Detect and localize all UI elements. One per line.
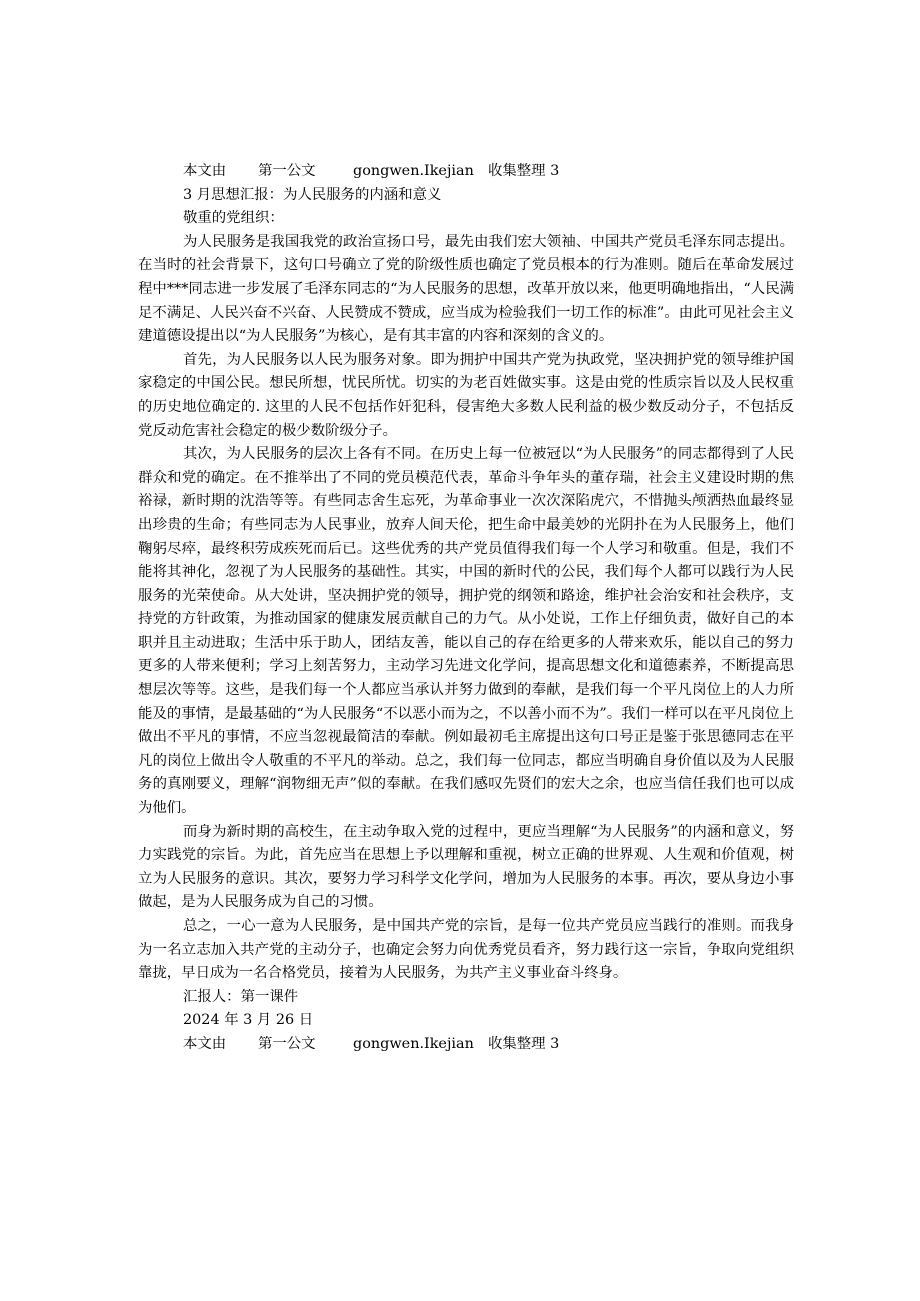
source-site: 第一公文: [258, 1035, 316, 1052]
body-paragraph-4: 而身为新时期的高校生，在主动争取入党的过程中，更应当理解“为人民服务”的内涵和意义，努力实践党的宗旨。为此，首先应当在思想上予以理解和重视，树立正确的世界观、人生观和价值观，树立为人民服务的意识。其次，要努力学习科学文化学问，增加为人民服务的本事。再次，要从身边小事做起，是为人民服务成为自己的习惯。: [138, 823, 794, 911]
body-paragraph-5: 总之，一心一意为人民服务，是中国共产党的宗旨，是每一位共产党员应当践行的准则。而我身为一名立志加入共产党的主动分子，也确定会努力向优秀党员看齐，努力践行这一宗旨，争取向党组织靠拢，早日成为一名合格党员，接着为人民服务，为共产主义事业奋斗终身。: [138, 918, 794, 982]
source-domain: gongwen.Ikejian: [353, 1035, 474, 1052]
body-paragraph-2: 首先，为人民服务以人民为服务对象。即为拥护中国共产党为执政党，坚决拥护党的领导维护国家稳定的中国公民。想民所想，忧民所忧。切实的为老百姓做实事。这是由党的性质宗旨以及人民权重的历史地位确定的. 这里的人民不包括作奸犯科，侵害绝大多数人民利益的极少数反动分子，不包括反党反动危害社会稳定的极少数阶级分子。: [138, 351, 794, 439]
document-page: [138, 160, 794, 1057]
body-paragraph-1: 为人民服务是我国我党的政治宣扬口号，最先由我们宏大领袖、中国共产党员毛泽东同志提出。在当时的社会背景下，这句口号确立了党的阶级性质也确定了党员根本的行为准则。随后在革命发展过程中***同志进一步发展了毛泽东同志的“为人民服务的思想，改革开放以来，他更明确地指出，“人民满足不满足、人民兴奋不兴奋、人民赞成不赞成，应当成为检验我们一切工作的标准”。由此可见社会主义建道德设提出以“为人民服务”为核心，是有其丰富的内容和深刻的含义的。: [138, 233, 794, 345]
source-site: 第一公文: [258, 163, 316, 179]
source-suffix: 收集整理 3: [488, 1035, 560, 1052]
source-suffix: 收集整理 3: [488, 163, 560, 179]
source-footer: [138, 1033, 794, 1057]
report-date: 2024 年 3 月 26 日: [183, 1012, 314, 1029]
source-prefix: 本文由: [183, 1035, 227, 1052]
source-header: [138, 160, 794, 184]
source-prefix: 本文由: [183, 163, 227, 179]
document-title: 3 月思想汇报：为人民服务的内涵和意义: [183, 186, 442, 203]
signature: 汇报人：第一课件: [183, 988, 299, 1005]
body-paragraph-3: 其次，为人民服务的层次上各有不同。在历史上每一位被冠以“为人民服务”的同志都得到了人民群众和党的确定。在不推举出了不同的党员模范代表，革命斗争年头的董存瑞，社会主义建设时期的焦裕禄，新时期的沈浩等等。有些同志舍生忘死，为革命事业一次次深陷虎穴，不惜抛头颅洒热血最终显出珍贵的生命；有些同志为人民事业，放弃人间天伦，把生命中最美妙的光阴扑在为人民服务上，他们鞠躬尽瘁，最终积劳成疾死而后已。这些优秀的共产党员值得我们每一个人学习和敬重。但是，我们不能将其神化，忽视了为人民服务的基础性。其实，中国的新时代的公民，我们每个人都可以践行为人民服务的光荣使命。从大处讲，坚决拥护党的领导，拥护党的纲领和路途，维护社会治安和社会秩序，支持党的方针政策，为推动国家的健康发展贡献自己的力气。从小处说，工作上仔细负责，做好自己的本职并且主动进取；生活中乐于助人，团结友善，能以自己的存在给更多的人带来欢乐，能以自己的努力更多的人带来便利；学习上刻苦努力，主动学习先进文化学问，提高思想文化和道德素养，不断提高思想层次等等。这些，是我们每一个人都应当承认并努力做到的奉献，是我们每一个平凡岗位上的人力所能及的事情，是最基础的“为人民服务“不以恶小而为之，不以善小而不为”。我们一样可以在平凡岗位上做出不平凡的事情，不应当忽视最简洁的奉献。例如最初毛主席提出这句口号正是鉴于张思德同志在平凡的岗位上做出令人敬重的不平凡的举动。总之，我们每一位同志，都应当明确自身价值以及为人民服务的真刚要义，理解“润物细无声”似的奉献。在我们感叹先贤们的宏大之余，也应当信任我们也可以成为他们。: [138, 446, 794, 817]
salutation: 敬重的党组织：: [183, 210, 284, 227]
source-domain: gongwen.Ikejian: [353, 163, 474, 179]
